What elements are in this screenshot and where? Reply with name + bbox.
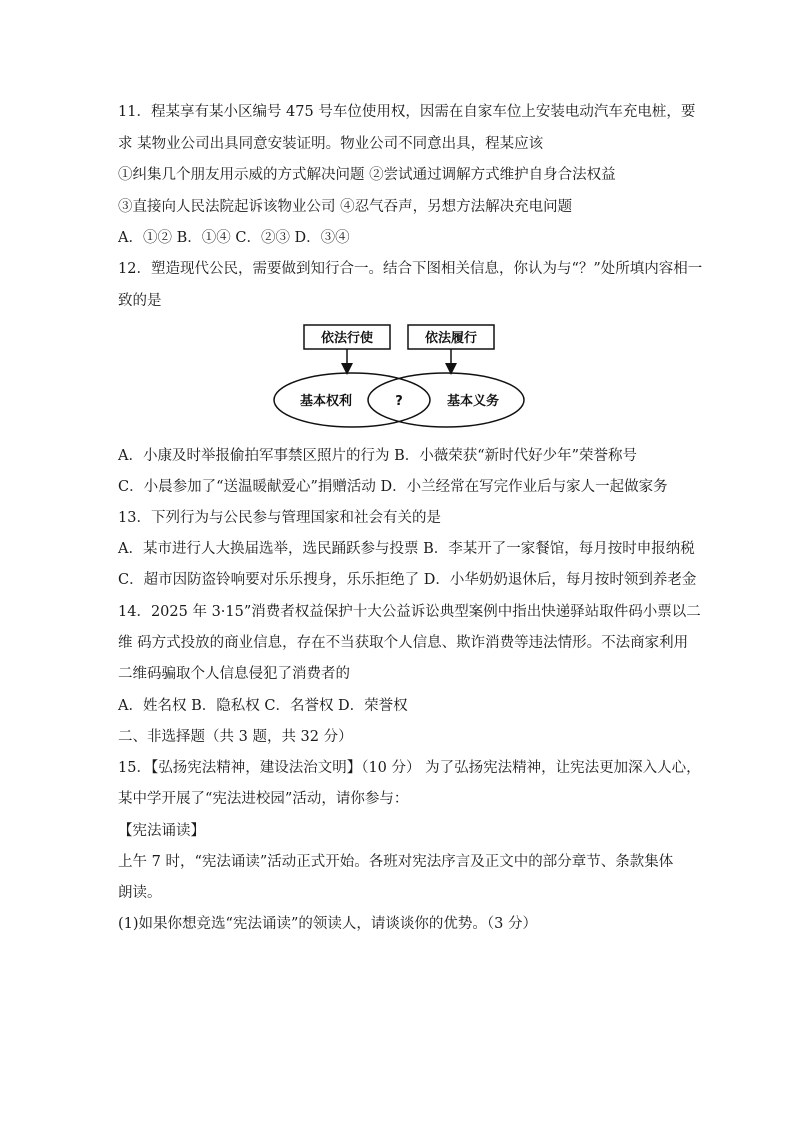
q12-stem-line1: 12．塑造现代公民，需要做到知行合一。结合下图相关信息，你认为与“？”处所填内容相一 xyxy=(118,261,703,277)
q11-stem-line1: 11．程某享有某小区编号 475 号车位使用权，因需在自家车位上安装电动汽车充电桩，要 xyxy=(118,104,696,120)
box-exercise-label: 依法行使 xyxy=(320,331,374,346)
q15-text-line2: 朗读。 xyxy=(118,885,162,901)
overlap-question-mark: ? xyxy=(395,394,403,409)
ellipse-duties-label: 基本义务 xyxy=(446,394,500,409)
q11-options-line2: ③直接向人民法院起诉该物业公司 ④忍气吞声，另想方法解决充电问题 xyxy=(118,199,573,215)
q15-text-line1: 上午 7 时，“宪法诵读”活动正式开始。各班对宪法序言及正文中的部分章节、条款集体 xyxy=(118,854,674,870)
q13-choices-line1: A．某市进行人大换届选举，选民踊跃参与投票 B．李某开了一家餐馆，每月按时申报纳税 xyxy=(118,541,695,557)
q11-stem-line2: 求 某物业公司出具同意安装证明。物业公司不同意出具，程某应该 xyxy=(118,136,544,152)
q14-stem-line2: 维 码方式投放的商业信息，存在不当获取个人信息、欺诈消费等违法情形。不法商家利用 xyxy=(118,635,689,651)
q15-stem-line1: 15．【弘扬宪法精神，建设法治文明】（10 分） 为了弘扬宪法精神，让宪法更加深入人心， xyxy=(118,760,701,776)
q11-choices: A．①② B．①④ C．②③ D．③④ xyxy=(118,230,350,246)
q12-stem-line2: 致的是 xyxy=(118,293,162,309)
rights-duties-diagram xyxy=(270,322,530,432)
q13-stem: 13．下列行为与公民参与管理国家和社会有关的是 xyxy=(118,510,441,526)
q11-options-line1: ①纠集几个朋友用示威的方式解决问题 ②尝试通过调解方式维护自身合法权益 xyxy=(118,167,616,183)
q14-stem-line3: 二维码骗取个人信息侵犯了消费者的 xyxy=(118,666,350,682)
q14-choices: A．姓名权 B．隐私权 C．名誉权 D．荣誉权 xyxy=(118,698,408,714)
q15-subtitle: 【宪法诵读】 xyxy=(118,823,205,839)
q12-choices-line2: C．小晨参加了“送温暖献爱心”捐赠活动 D．小兰经常在写完作业后与家人一起做家务 xyxy=(118,479,668,495)
ellipse-rights-label: 基本权利 xyxy=(299,394,353,409)
q14-stem-line1: 14．2025 年 3·15”消费者权益保护十大公益诉讼典型案例中指出快递驿站取件码小票以二 xyxy=(118,604,701,620)
section2-title: 二、非选择题（共 3 题，共 32 分） xyxy=(118,729,353,745)
q15-question1: (1)如果你想竞选“宪法诵读”的领读人，请谈谈你的优势。（3 分） xyxy=(118,916,537,932)
q12-choices-line1: A．小康及时举报偷拍军事禁区照片的行为 B．小薇荣获“新时代好少年”荣誉称号 xyxy=(118,448,638,464)
q15-stem-line2: 某中学开展了“宪法进校园”活动，请你参与： xyxy=(118,791,409,807)
q13-choices-line2: C．超市因防盗铃响要对乐乐搜身，乐乐拒绝了 D．小华奶奶退休后，每月按时领到养老金 xyxy=(118,572,697,588)
box-fulfill-label: 依法履行 xyxy=(424,331,478,346)
